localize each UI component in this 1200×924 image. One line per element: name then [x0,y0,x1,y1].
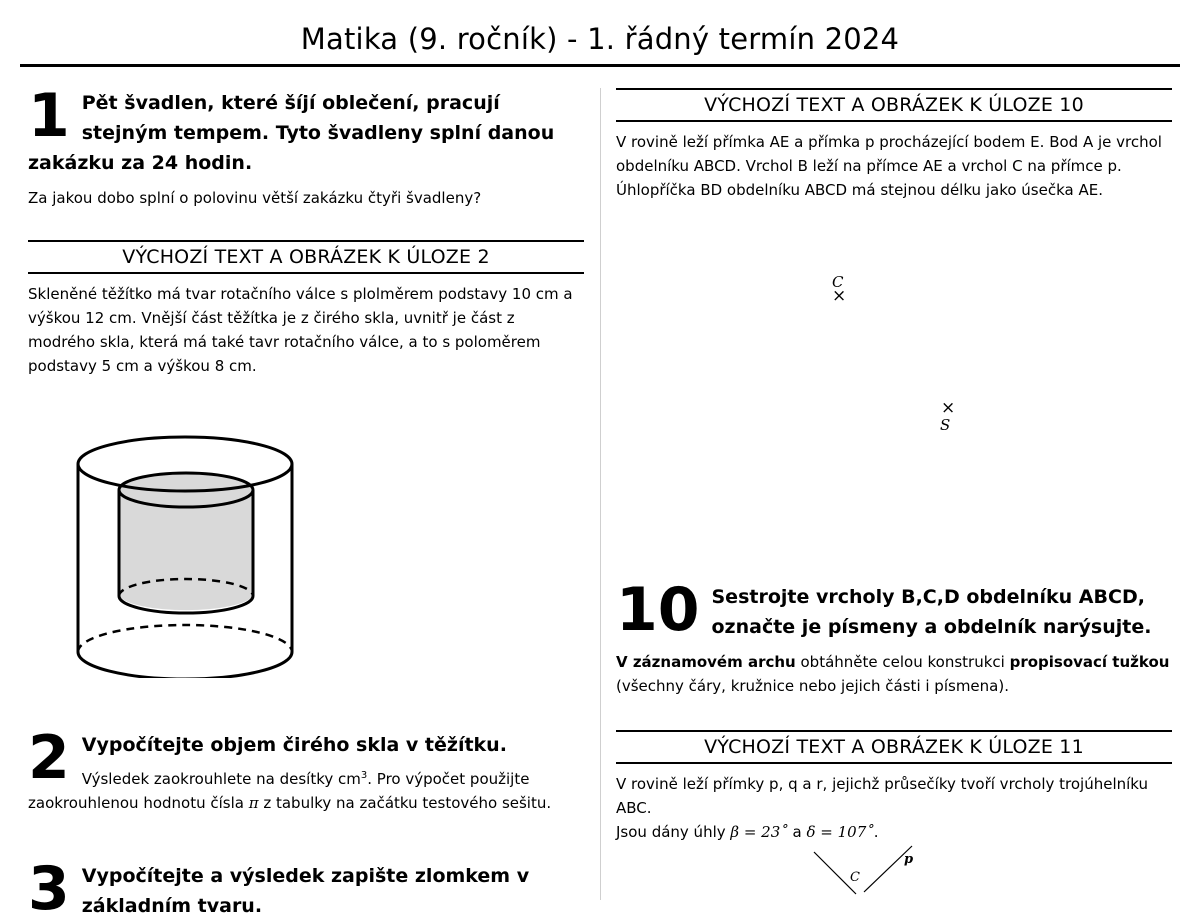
point-c-label: C [832,273,844,291]
section-text-task-10: V rovině leží přímka AE a přímka p procházející bodem E. Bod A je vrchol obdelníku ABCD. Vrchol B leží na přímce AE a vrchol C na přímce p. Úhlopříčka BD obdelníku ABCD má stejnou délku jako úsečka AE. [616,133,1162,199]
task-heading: Vypočítejte a výsledek zapište zlomkem v základním tvaru. [81,865,530,917]
point-s-label: S [940,416,951,434]
column-divider [600,88,601,900]
task-question: Za jakou dobo splní o polovinu větší zakázku čtyři švadleny? [28,189,482,207]
task-heading: Pět švadlen, které šíjí oblečení, pracují stejným tempem. Tyto švadleny splní danou zakázku za 24 hodin. [28,92,555,174]
outer-cylinder-bottom [78,652,292,678]
task-heading: Sestrojte vrcholy B,C,D obdelníku ABCD, označte je písmeny a obdelník narýsujte. [711,586,1152,638]
instruction-part: obtáhněte celou konstrukci [795,653,1010,671]
point-c-mark: × [832,286,847,306]
title-rule [20,64,1180,67]
pi-symbol: π [248,794,259,812]
section-header-task-10: VÝCHOZÍ TEXT A OBRÁZEK K ÚLOZE 10 [616,88,1172,122]
section-header-task-11: VÝCHOZÍ TEXT A OBRÁZEK K ÚLOZE 11 [616,730,1172,764]
angle-beta: β = 23˚ [730,823,788,841]
given-angles [616,820,1172,844]
task-instruction [616,650,1172,698]
instruction-part: z tabulky na začátku testového sešitu. [258,794,552,812]
task-number: 3 [28,854,70,924]
construction-area [616,202,1172,582]
task-2 [28,723,584,815]
instruction-bold: propisovací tužkou [1009,653,1170,671]
left-column [28,81,584,924]
given-angles-text: Jsou dány úhly [616,823,731,841]
period: . [873,823,879,841]
task-number: 10 [616,575,700,645]
conjunction: a [787,823,807,841]
page-title: Matika (9. ročník) - 1. řádný termín 2024 [300,22,900,56]
instruction-part: Výsledek zaokrouhlete na desítky cm [81,770,361,788]
outer-cylinder-hidden-edge [78,625,292,652]
cylinder-figure [28,398,328,678]
point-c-label: C [850,870,860,885]
task-heading: Vypočítejte objem čirého skla v těžítku. [81,734,507,756]
point-s-mark: × [941,398,956,418]
task-number: 1 [28,81,70,151]
right-column [616,88,1172,904]
task-10 [616,575,1172,698]
triangle-lines [616,844,1172,904]
task-1 [28,81,584,210]
angle-delta: δ = 107˚ [806,823,874,841]
task-instruction [28,764,584,815]
unit-superscript: 3 [360,770,368,781]
triangle-figure [616,844,1172,904]
task-number: 2 [28,723,70,793]
instruction-part: . Pro výpočet použijte zaokrouhlenou hodnotu čísla [28,770,530,812]
section-header-task-2: VÝCHOZÍ TEXT A OBRÁZEK K ÚLOZE 2 [28,240,584,274]
task-3 [28,854,584,924]
instruction-bold: V záznamovém archu [616,653,796,671]
section-text-task-11: V rovině leží přímky p, q a r, jejichž průsečíky tvoří vrcholy trojúhelníku ABC. [616,775,1149,817]
section-text-task-2: Skleněné těžítko má tvar rotačního válce s plolměrem podstavy 10 cm a výškou 12 cm. Vnější část těžítka je z čirého skla, uvnitř je část z modrého skla, která má také tavr rotačního válce, a to s poloměrem podstavy 5 cm a výškou 8 cm. [28,285,573,375]
line-p-label: p [904,852,914,867]
instruction-part: (všechny čáry, kružnice nebo jejich části i písmena). [616,677,1009,695]
